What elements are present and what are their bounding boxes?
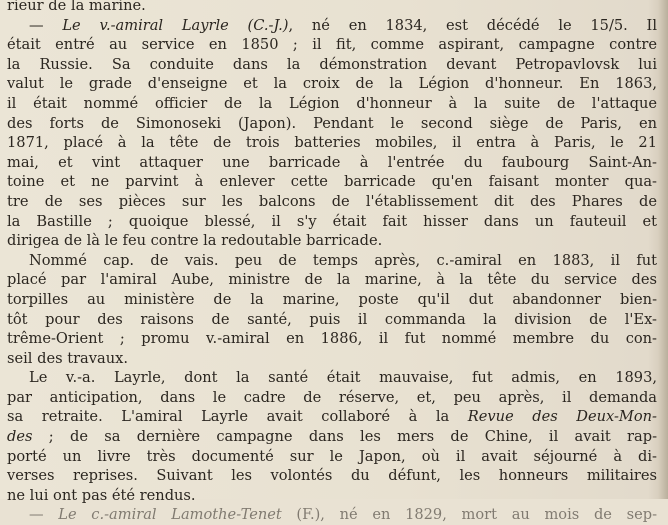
text-line: tôt pour des raisons de santé, puis il commanda la division de l'Ex- bbox=[7, 310, 657, 328]
text-line: mai, et vint attaquer une barricade à l'entrée du faubourg Saint-An- bbox=[7, 153, 657, 171]
text-line: torpilles au ministère de la marine, poste qu'il dut abandonner bien- bbox=[7, 290, 657, 308]
document-text bbox=[7, 0, 657, 525]
text-line: placé par l'amiral Aube, ministre de la marine, à la tête du service des bbox=[7, 271, 657, 289]
page-gutter bbox=[658, 0, 668, 499]
text-line: était entré au service en 1850 ; il fit, comme aspirant, campagne contre bbox=[7, 36, 657, 54]
text-line: seil des travaux. bbox=[7, 349, 128, 367]
text-line: tre de ses pièces sur les balcons de l'établissement dit des Phares de bbox=[7, 192, 657, 210]
text-line: toine et ne parvint à enlever cette barricade qu'en faisant monter qua- bbox=[7, 173, 657, 191]
text-line: rieur de la marine. bbox=[7, 0, 146, 14]
text-line: — Le v.-amiral Layrle (C.-J.), né en 1834, est décédé le 15/5. Il bbox=[29, 16, 657, 34]
text-line: 1871, placé à la tête de trois batteries mobiles, il entra à Paris, le 21 bbox=[7, 134, 657, 152]
text-line: porté un livre très documenté sur le Japon, où il avait séjourné à di- bbox=[7, 447, 657, 465]
text-line: trême-Orient ; promu v.-amiral en 1886, il fut nommé membre du con- bbox=[7, 330, 657, 348]
text-line: la Bastille ; quoique blessé, il s'y était fait hisser dans un fauteuil et bbox=[7, 212, 657, 230]
text-line: valut le grade d'enseigne et la croix de la Légion d'honneur. En 1863, bbox=[7, 75, 657, 93]
text-line: Nommé cap. de vais. peu de temps après, c.-amiral en 1883, il fut bbox=[29, 251, 657, 269]
text-line: il était nommé officier de la Légion d'honneur à la suite de l'attaque bbox=[7, 94, 657, 112]
text-line: Le v.-a. Layrle, dont la santé était mauvaise, fut admis, en 1893, bbox=[29, 369, 657, 387]
text-line: — Le c.-amiral Lamothe-Tenet (F.), né en 1829, mort au mois de sep- bbox=[29, 506, 658, 524]
text-line: sa retraite. L'amiral Layrle avait collaboré à la Revue des Deux-Mon- bbox=[7, 408, 657, 426]
text-line: la Russie. Sa conduite dans la démonstration devant Petropavlovsk lui bbox=[7, 55, 657, 73]
text-line: ne lui ont pas été rendus. bbox=[7, 486, 196, 504]
text-line: dirigea de là le feu contre la redoutable barricade. bbox=[7, 232, 383, 250]
text-line: par anticipation, dans le cadre de réserve, et, peu après, il demanda bbox=[7, 388, 657, 406]
text-line: des ; de sa dernière campagne dans les mers de Chine, il avait rap- bbox=[7, 428, 657, 446]
text-line: verses reprises. Suivant les volontés du défunt, les honneurs militaires bbox=[7, 467, 657, 485]
text-line: des forts de Simonoseki (Japon). Pendant le second siège de Paris, en bbox=[7, 114, 657, 132]
